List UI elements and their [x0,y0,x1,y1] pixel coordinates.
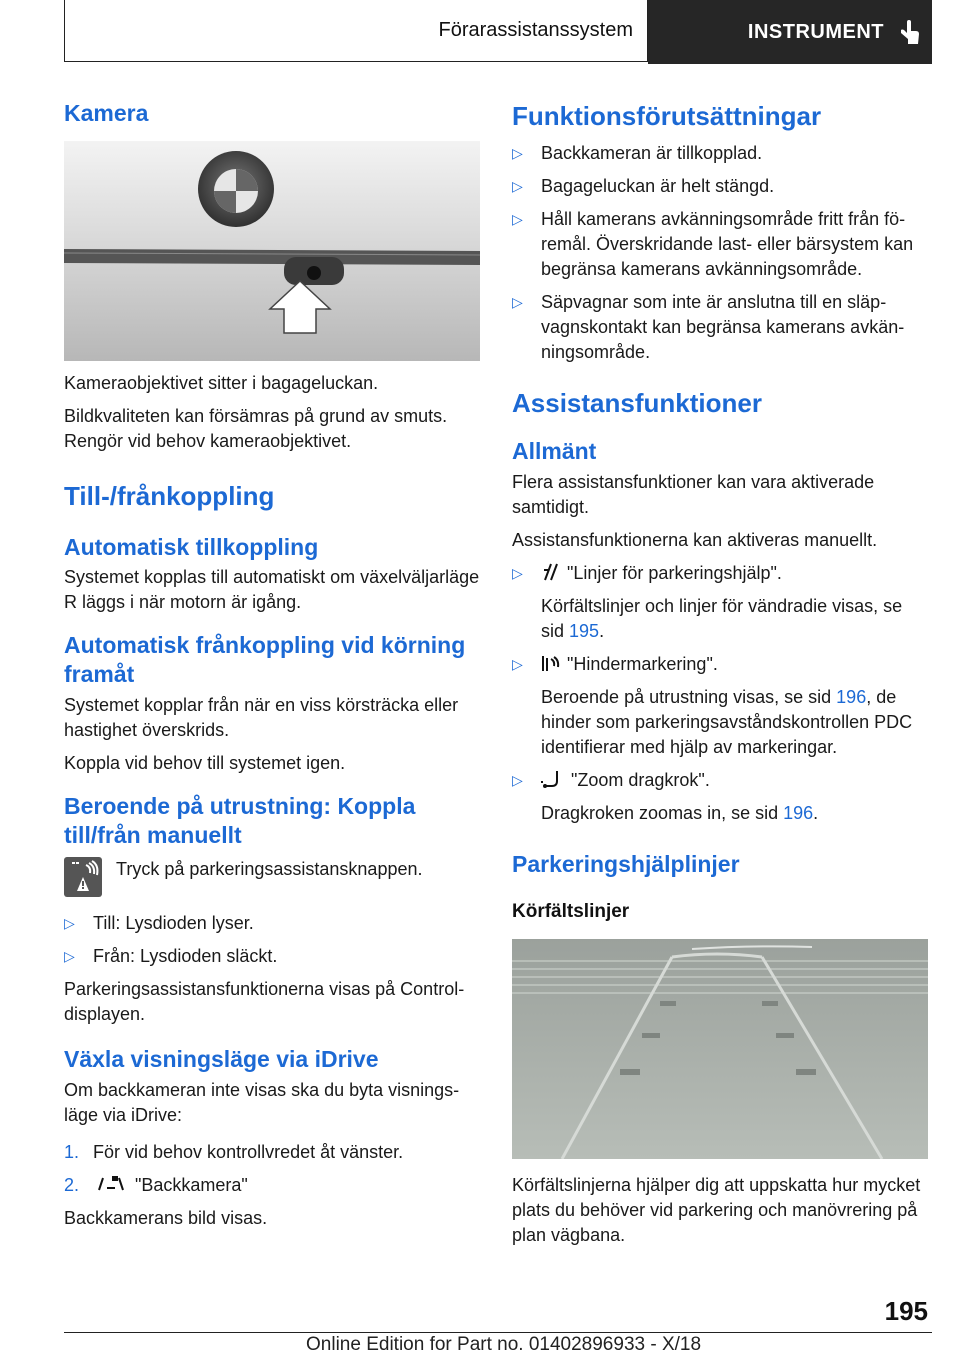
vaxla-heading: Växla visningsläge via iDrive [64,1046,379,1073]
assist-item-zoom: ▷ "Zoom dragkrok". [512,768,928,793]
manual-item-on: ▷ Till: Lysdioden lyser. [64,911,480,936]
page-link[interactable]: 196 [836,686,867,707]
func-item: ▷ Bagageluckan är helt stängd. [512,174,928,199]
footer-divider [64,1332,932,1333]
obstacle-marking-icon [541,653,561,673]
left-column [64,100,480,1239]
korfaltslinjer-text: Körfältslinjerna hjälper dig att uppskatta hur mycket plats du behöver vid parkering och manövrering på plan vägbana. [512,1174,921,1245]
triangle-bullet-icon: ▷ [512,564,523,581]
vaxla-end-text: Backkamerans bild visas. [64,1208,268,1228]
camera-photo [64,141,480,361]
section-title: Förarassistanssystem [64,0,648,62]
allmant-text-2: Assistansfunktionerna kan aktiveras manuellt. [512,529,878,550]
step-1: 1. För vid behov kontrollvredet åt vänster. [64,1142,404,1162]
parking-assist-button-icon [64,857,102,897]
triangle-bullet-icon: ▷ [512,771,523,788]
lane-lines-illustration [512,939,928,1159]
triangle-bullet-icon: ▷ [512,293,523,310]
allmant-text-1: Flera assistansfunktioner kan vara aktiverade samtidigt. [512,471,875,517]
right-column [512,100,928,1256]
page-number: 195 [884,1296,928,1326]
automatisk-frankoppling-text-1: Systemet kopplar från när en viss körsträcka eller hastighet överskrids. [64,694,459,740]
step-2: 2. "Backkamera" [64,1175,248,1195]
triangle-bullet-icon: ▷ [64,915,75,932]
assist-item-zoom-desc: Dragkroken zoomas in, se sid 196. [541,802,819,823]
page-link[interactable]: 196 [783,802,814,823]
assistansfunktioner-heading: Assistansfunktioner [512,387,762,418]
triangle-bullet-icon: ▷ [512,655,523,672]
triangle-bullet-icon: ▷ [512,177,523,194]
edition-text: Online Edition for Part no. 01402896933 - X/18 [306,1334,702,1355]
func-item: ▷ Säpvagnar som inte är anslutna till en släpvagnskontakt kan begränsa kamerans avkänningsområde. [512,291,905,362]
parking-button-text: Tryck på parkeringsassistansknappen. [116,859,423,880]
korfaltslinjer-heading: Körfältslinjer [512,900,630,922]
page-header [64,0,932,64]
manual-text: Parkeringsassistansfunktionerna visas på Control-displayen. [64,979,465,1025]
automatisk-frankoppling-text-2: Koppla vid behov till systemet igen. [64,752,346,773]
vaxla-text: Om backkameran inte visas ska du byta visningsläge via iDrive: [64,1080,460,1125]
manuell-koppling-heading: Beroende på utrustning: Koppla till/från manuellt [64,792,416,848]
parkeringshjalplinjer-heading: Parkeringshjälplinjer [512,850,740,877]
kamera-text-2: Bildkvaliteten kan försämras på grund av smuts. Rengör vid behov kameraobjektivet. [64,406,448,451]
till-frankoppling-heading: Till-/frånkoppling [64,481,275,511]
parking-button-row [64,857,480,897]
parking-lines-icon [541,562,561,582]
kamera-heading: Kamera [64,100,149,126]
allmant-heading: Allmänt [512,438,597,464]
assist-item-linjer-desc: Körfältslinjer och linjer för vändradie visas, se sid 195. [541,595,903,641]
reverse-camera-icon [97,1174,125,1194]
automatisk-tillkoppling-heading: Automatisk tillkoppling [64,533,319,560]
triangle-bullet-icon: ▷ [512,144,523,161]
assist-item-linjer: ▷ "Linjer för parkeringshjälp". [512,561,928,586]
tow-hook-icon [541,769,565,789]
automatisk-frankoppling-heading: Automatisk frånkoppling vid körning framåt [64,632,466,687]
chapter-title: INSTRUMENT [747,20,884,43]
kamera-text-1: Kameraobjektivet sitter i bagageluckan. [64,373,379,393]
funktionsforutsattningar-heading: Funktionsförutsättningar [512,101,822,131]
chapter-tab [648,0,932,64]
triangle-bullet-icon: ▷ [512,210,523,227]
triangle-bullet-icon: ▷ [64,948,75,965]
manual-item-off: ▷ Från: Lysdioden släckt. [64,944,480,969]
hand-pointer-icon [898,19,920,45]
automatisk-tillkoppling-text: Systemet kopplas till automatiskt om växelväljarläge R läggs i när motorn är igång. [64,567,480,613]
assist-item-hinder: ▷ "Hindermarkering". [512,652,928,677]
func-item: ▷ Backkameran är tillkopplad. [512,141,928,166]
page-link[interactable]: 195 [569,620,600,641]
assist-item-hinder-desc: Beroende på utrustning visas, se sid 196, de hinder som parkeringsavståndskontrollen PDC identifierar med hjälp av markeringar. [541,686,913,757]
func-item: ▷ Håll kamerans avkänningsområde fritt från föremål. Överskridande last- eller bärsystem kan begränsa kamerans avkänningsområde. [512,208,914,279]
